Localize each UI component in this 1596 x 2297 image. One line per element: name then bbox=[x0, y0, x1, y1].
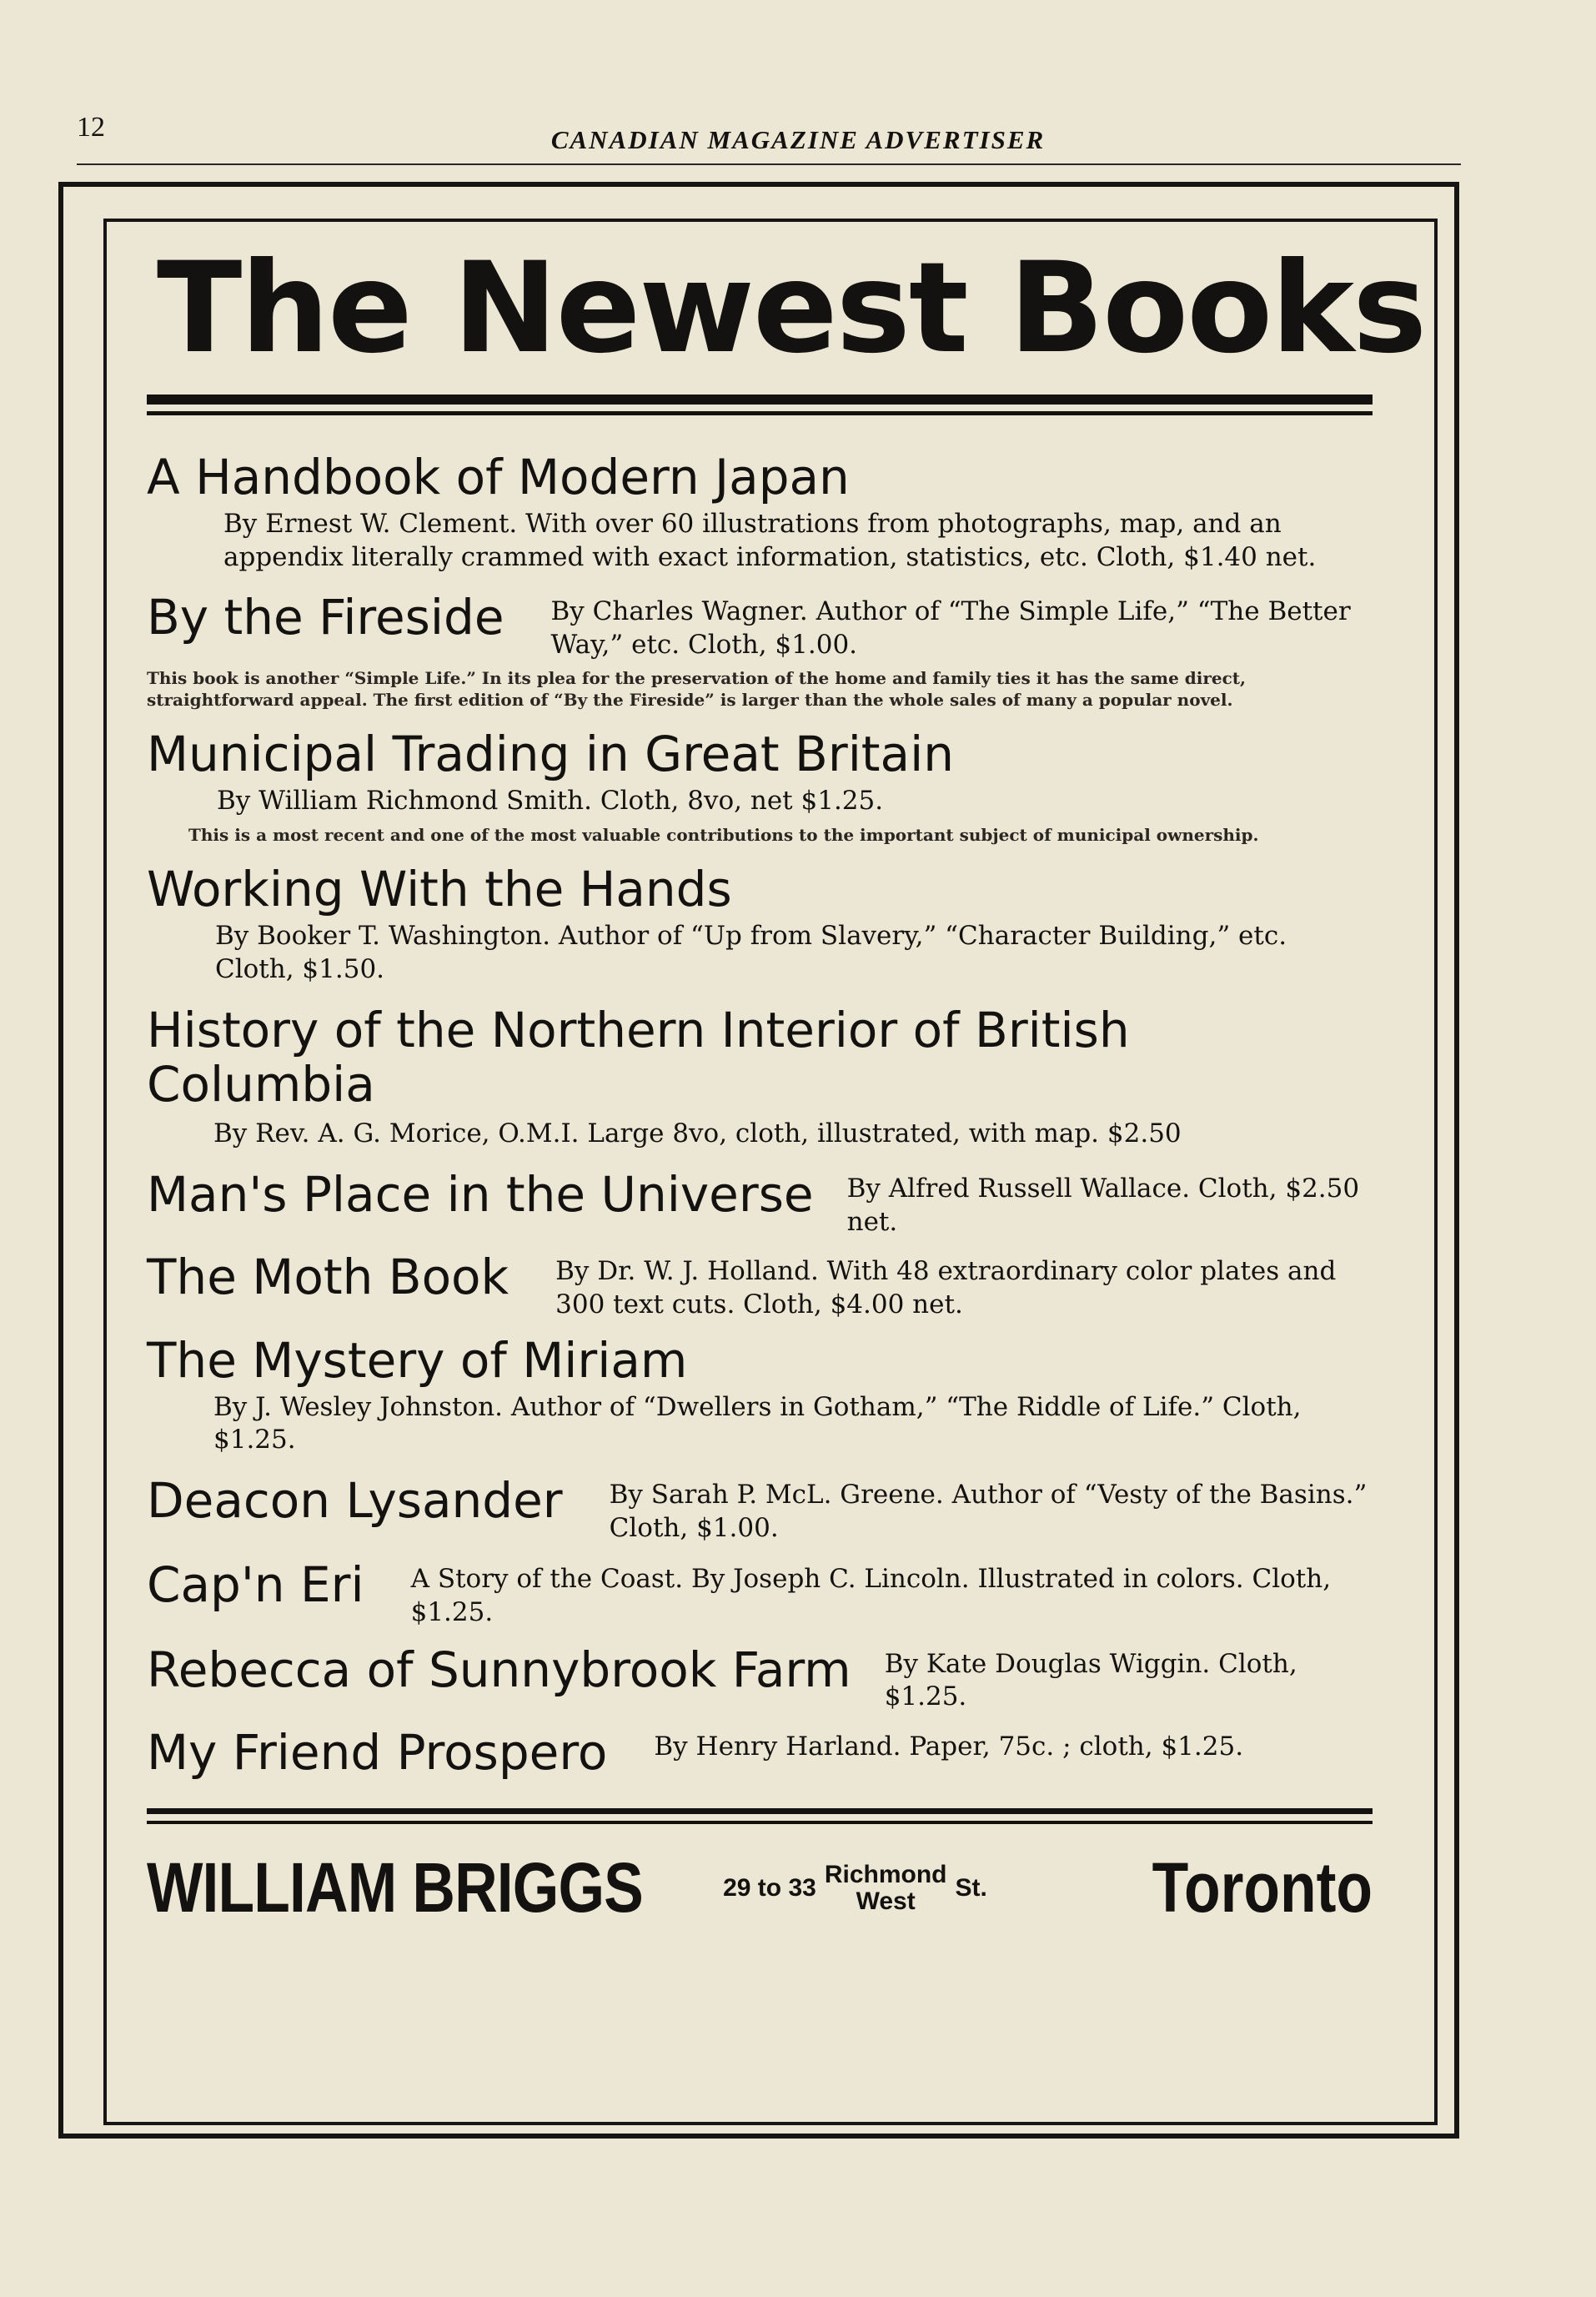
book-title: The Mystery of Miriam bbox=[147, 1331, 688, 1389]
book-entry bbox=[147, 591, 1373, 710]
book-title: Cap'n Eri bbox=[147, 1556, 364, 1614]
street-name bbox=[825, 1862, 947, 1914]
book-description: By Sarah P. McL. Greene. Author of “Vesty of the Basins.” Cloth, $1.00. bbox=[609, 1480, 1368, 1543]
book-entry bbox=[147, 1474, 1373, 1545]
book-description: By Henry Harland. Paper, 75c. ; cloth, $1.25. bbox=[654, 1732, 1244, 1762]
publisher-city: Toronto bbox=[1152, 1848, 1373, 1928]
street-suffix: St. bbox=[955, 1873, 987, 1902]
book-description: By Rev. A. G. Morice, O.M.I. Large 8vo, cloth, illustrated, with map. $2.50 bbox=[213, 1118, 1182, 1149]
book-title: My Friend Prospero bbox=[147, 1724, 608, 1782]
book-title: History of the Northern Interior of British Columbia bbox=[147, 1001, 1130, 1113]
street-line-1: Richmond bbox=[824, 1861, 947, 1889]
publisher-address bbox=[723, 1862, 987, 1914]
publisher-footer bbox=[147, 1847, 1373, 1928]
book-title: Man's Place in the Universe bbox=[147, 1166, 814, 1224]
street-line-2: West bbox=[856, 1887, 916, 1915]
page-number: 12 bbox=[77, 112, 105, 143]
book-entry bbox=[147, 1250, 1373, 1321]
book-description: A Story of the Coast. By Joseph C. Lincoln. Illustrated in colors. Cloth, $1.25. bbox=[410, 1564, 1332, 1628]
book-entry bbox=[147, 1726, 1373, 1780]
book-title: A Handbook of Modern Japan bbox=[147, 449, 850, 505]
book-note: This is a most recent and one of the most valuable contributions to the important subject of municipal ownership. bbox=[188, 825, 1259, 846]
address-number: 29 to 33 bbox=[723, 1873, 816, 1902]
running-header: CANADIAN MAGAZINE ADVERTISER bbox=[550, 125, 1046, 154]
book-description: By William Richmond Smith. Cloth, 8vo, net $1.25. bbox=[217, 785, 884, 816]
book-description: By Dr. W. J. Holland. With 48 extraordinary color plates and 300 text cuts. Cloth, $4.00 net. bbox=[555, 1256, 1337, 1320]
book-entry bbox=[147, 862, 1373, 986]
book-entry bbox=[147, 1331, 1373, 1457]
footer-rule-thick bbox=[147, 1808, 1373, 1814]
book-description: By Booker T. Washington. Author of “Up from Slavery,” “Character Building,” etc. Cloth, $1.50. bbox=[215, 921, 1287, 984]
book-description: By Charles Wagner. Author of “The Simple Life,” “The Better Way,” etc. Cloth, $1.00. bbox=[550, 596, 1351, 660]
advertisement bbox=[147, 236, 1426, 1928]
book-entry bbox=[147, 1558, 1373, 1629]
book-title: Rebecca of Sunnybrook Farm bbox=[147, 1641, 851, 1698]
book-title: By the Fireside bbox=[147, 589, 504, 646]
book-title: Deacon Lysander bbox=[147, 1472, 563, 1530]
book-description: By Ernest W. Clement. With over 60 illustrations from photographs, map, and an appendix literally crammed with exact information, statistics, etc. Cloth, $1.40 net. bbox=[223, 508, 1317, 572]
publisher-name: WILLIAM BRIGGS bbox=[147, 1848, 643, 1928]
book-description: By J. Wesley Johnston. Author of “Dwellers in Gotham,” “The Riddle of Life.” Cloth, $1.25. bbox=[213, 1391, 1302, 1455]
book-description: By Kate Douglas Wiggin. Cloth, $1.25. bbox=[884, 1648, 1297, 1712]
header-rule bbox=[77, 163, 1461, 165]
book-entry bbox=[147, 450, 1373, 574]
book-title: The Moth Book bbox=[147, 1249, 509, 1306]
title-rule-thick bbox=[147, 395, 1373, 405]
book-entry bbox=[147, 1003, 1373, 1152]
book-entry bbox=[147, 1168, 1373, 1239]
book-entry bbox=[147, 727, 1373, 847]
footer-rule-thin bbox=[147, 1821, 1373, 1824]
ad-title: The Newest Books bbox=[157, 236, 1426, 381]
book-note: This book is another “Simple Life.” In its plea for the preservation of the home and family ties it has the same direct, straightforward appeal. The first edition of “By the Fireside” is larger than the whole sales of many a popular novel. bbox=[147, 667, 1246, 710]
book-title: Municipal Trading in Great Britain bbox=[147, 725, 954, 782]
book-entry bbox=[147, 1643, 1373, 1714]
book-description: By Alfred Russell Wallace. Cloth, $2.50 net. bbox=[846, 1174, 1360, 1237]
title-rule-thin bbox=[147, 411, 1373, 415]
book-title: Working With the Hands bbox=[147, 861, 732, 918]
